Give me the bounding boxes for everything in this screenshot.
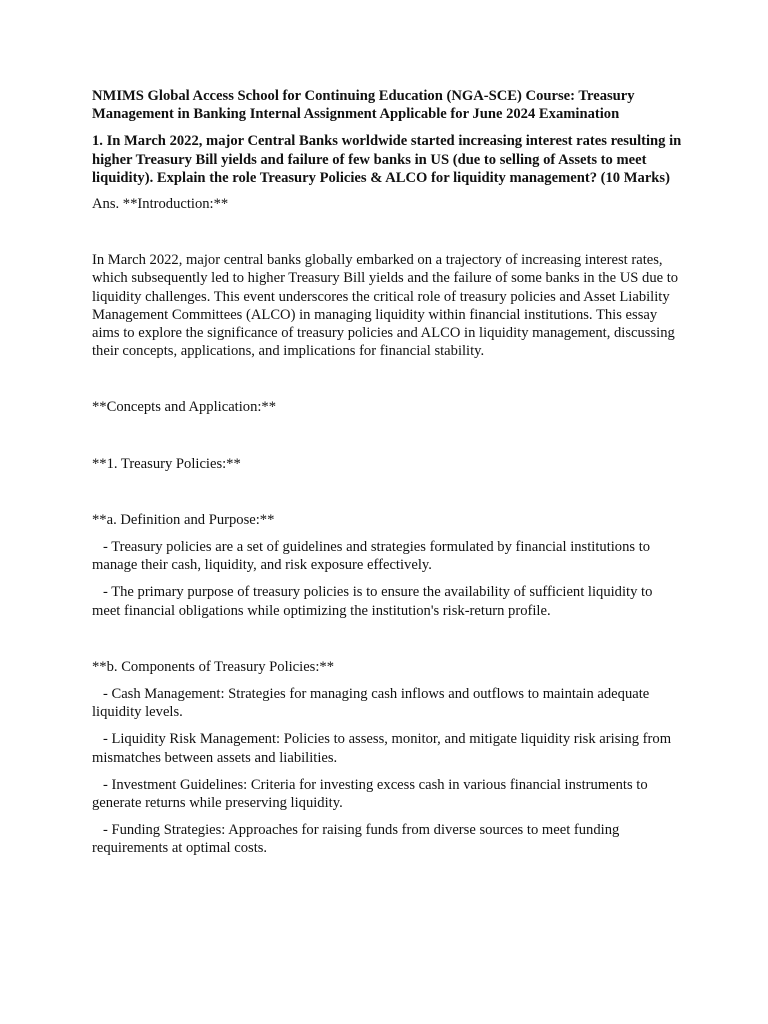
components-bullet: - Investment Guidelines: Criteria for investing excess cash in various financial instruments to generate returns while preserving liquidity. xyxy=(92,776,648,812)
components-heading: **b. Components of Treasury Policies:** xyxy=(92,658,335,675)
question-text: 1. In March 2022, major Central Banks worldwide started increasing interest rates resulting in higher Treasury Bill yields and failure of few banks in US (due to selling of Assets to meet liquidity). Explain the role Treasury Policies & ALCO for liquidity management? (10 Marks) xyxy=(92,133,682,186)
document-header: NMIMS Global Access School for Continuing Education (NGA-SCE) Course: Treasury Management in Banking Internal Assignment Applicable for June 2024 Examination xyxy=(92,88,635,123)
document-page xyxy=(92,87,682,867)
components-bullet: - Funding Strategies: Approaches for raising funds from diverse sources to meet funding requirements at optimal costs. xyxy=(92,822,620,857)
treasury-policies-heading: **1. Treasury Policies:** xyxy=(92,455,241,472)
concepts-heading: **Concepts and Application:** xyxy=(92,399,277,416)
introduction-paragraph: In March 2022, major central banks globally embarked on a trajectory of increasing interest rates, which subsequently led to higher Treasury Bill yields and the failure of some banks in the US due to liquidity challenges. This event underscores the critical role of treasury policies and Asset Liability Management Committees (ALCO) in managing liquidity within financial institutions. This essay aims to explore the significance of treasury policies and ALCO in liquidity management, discussing their concepts, applications, and implications for financial stability. xyxy=(92,252,679,360)
definition-bullet: - Treasury policies are a set of guidelines and strategies formulated by financial institutions to manage their cash, liquidity, and risk exposure effectively. xyxy=(92,539,651,574)
components-bullet: - Liquidity Risk Management: Policies to assess, monitor, and mitigate liquidity risk arising from mismatches between assets and liabilities. xyxy=(92,731,672,766)
definition-heading: **a. Definition and Purpose:** xyxy=(92,511,275,528)
definition-bullet: - The primary purpose of treasury policies is to ensure the availability of sufficient liquidity to meet financial obligations while optimizing the institution's risk-return profile. xyxy=(92,584,653,619)
answer-label: Ans. **Introduction:** xyxy=(92,196,229,213)
components-bullet: - Cash Management: Strategies for managing cash inflows and outflows to maintain adequate liquidity levels. xyxy=(92,686,650,721)
